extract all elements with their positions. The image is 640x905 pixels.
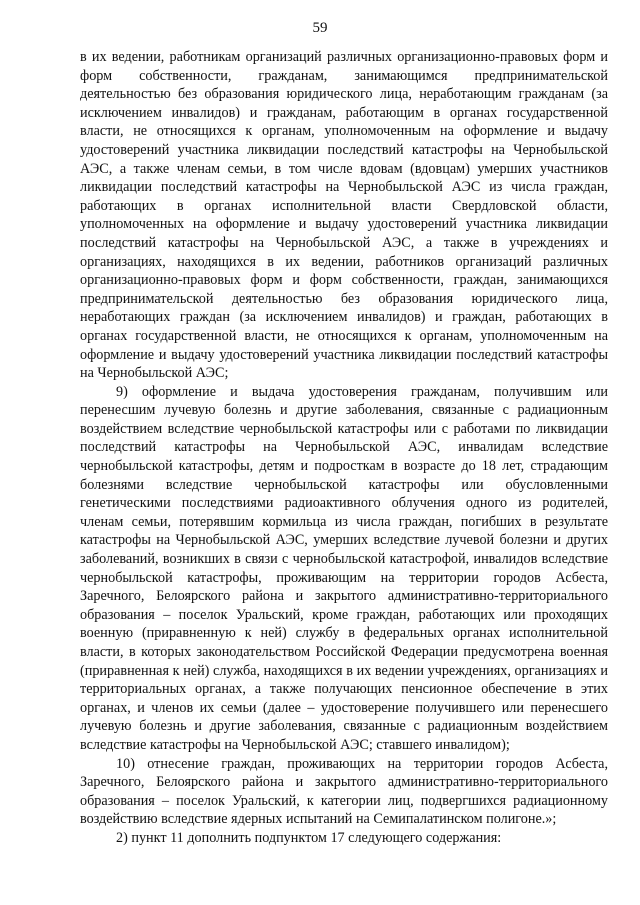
paragraph: в их ведении, работникам организаций различных организационно-правовых форм и форм собственности, гражданам, занимающимся предпринимательской деятельностью без образования юридического лица, неработающим гражданам (за исключением инвалидов) и гражданам, работающим в органах государственной власти, не относящихся к органам, уполномоченным на оформление и выдачу удостоверений участника ликвидации последствий катастрофы на Чернобыльской АЭС, а также членам семьи, в том числе вдовам (вдовцам) умерших участников ликвидации последствий катастрофы на Чернобыльской АЭС из числа граждан, работающих в органах исполнительной власти Свердловской области, уполномоченных на оформление и выдачу удостоверений участника ликвидации последствий катастрофы на Чернобыльской АЭС, а также в учреждениях и организациях, находящихся в их ведении, работников организаций различных организационно-правовых форм и форм собственности, граждан, занимающихся предпринимательской деятельностью без образования юридического лица, неработающих граждан (за исключением инвалидов) и граждан, работающих в органах государственной власти, не относящихся к органам, уполномоченным на оформление и выдачу удостоверений участника ликвидации последствий катастрофы на Чернобыльской АЭС; — [80, 49, 608, 382]
paragraph: 9) оформление и выдача удостоверения гражданам, получившим или перенесшим лучевую болезнь и другие заболевания, связанные с радиационным воздействием вследствие чернобыльской катастрофы или с работами по ликвидации последствий катастрофы на Чернобыльской АЭС, инвалидам вследствие чернобыльской катастрофы, детям и подросткам в возрасте до 18 лет, страдающим болезнями вследствие чернобыльской катастрофы или обусловленными генетическими последствиями радиоактивного облучения одного из родителей, членам семьи, потерявшим кормильца из числа граждан, погибших в результате катастрофы на Чернобыльской АЭС, умерших вследствие лучевой болезни и других заболеваний, возникших в связи с чернобыльской катастрофой, инвалидов вследствие чернобыльской катастрофы, проживающим на территории городов Асбеста, Заречного, Белоярского района и закрытого административно-территориального образования – поселок Уральский, кроме граждан, работающих или проходящих военную (приравненную к ней) службу в федеральных органах исполнительной власти, в которых законодательством Российской Федерации предусмотрена военная (приравненная к ней) служба, находящихся в их ведении учреждениях, организациях и территориальных органах, а также получающих пенсионное обеспечение в этих органах, и членов их семьи (далее – удостоверение получившего или перенесшего лучевую болезнь и другие заболевания, связанные с радиационным воздействием вследствие катастрофы на Чернобыльской АЭС; ставшего инвалидом); — [80, 383, 608, 753]
paragraph: 2) пункт 11 дополнить подпунктом 17 следующего содержания: — [116, 829, 502, 846]
page-number: 59 — [312, 20, 328, 36]
paragraph: 10) отнесение граждан, проживающих на территории городов Асбеста, Заречного, Белоярского района и закрытого административно-территориального образования – поселок Уральский, к категории лиц, подвергшихся радиационному воздействию вследствие ядерных испытаний на Семипалатинском полигоне.»; — [80, 755, 608, 828]
document-body — [80, 48, 608, 848]
